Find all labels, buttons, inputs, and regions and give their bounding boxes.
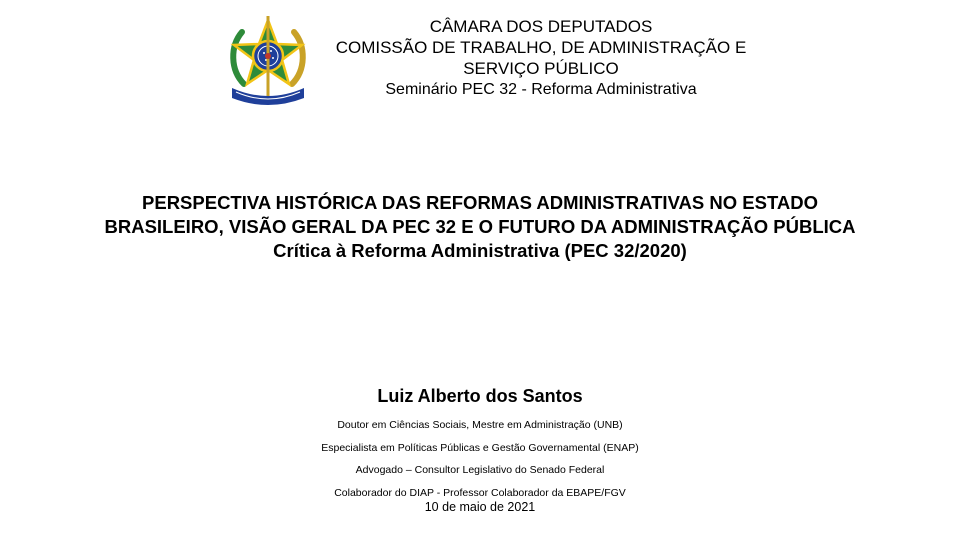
commission-name: COMISSÃO DE TRABALHO, DE ADMINISTRAÇÃO E SERVIÇO PÚBLICO bbox=[335, 38, 747, 78]
author-credentials bbox=[230, 414, 730, 504]
brazil-coat-of-arms-icon bbox=[224, 14, 312, 106]
credential-line: Colaborador do DIAP - Professor Colaborador da EBAPE/FGV bbox=[334, 486, 626, 499]
presentation-title bbox=[100, 191, 860, 263]
credential-line: Especialista em Políticas Públicas e Gestão Governamental (ENAP) bbox=[321, 441, 639, 454]
seminar-title: Seminário PEC 32 - Reforma Administrativa bbox=[385, 81, 697, 98]
author-name: Luiz Alberto dos Santos bbox=[377, 386, 583, 406]
institution-name: CÂMARA DOS DEPUTADOS bbox=[429, 17, 653, 36]
subtitle: Crítica à Reforma Administrativa (PEC 32/2020) bbox=[273, 240, 687, 261]
header-block bbox=[300, 16, 782, 100]
presentation-date: 10 de maio de 2021 bbox=[424, 500, 536, 514]
credential-line: Doutor em Ciências Sociais, Mestre em Administração (UNB) bbox=[337, 419, 623, 431]
credential-line: Advogado – Consultor Legislativo do Senado Federal bbox=[355, 464, 605, 476]
main-title: PERSPECTIVA HISTÓRICA DAS REFORMAS ADMINISTRATIVAS NO ESTADO BRASILEIRO, VISÃO GERAL DA PEC 32 E O FUTURO DA ADMINISTRAÇÃO PÚBLICA bbox=[104, 192, 856, 237]
